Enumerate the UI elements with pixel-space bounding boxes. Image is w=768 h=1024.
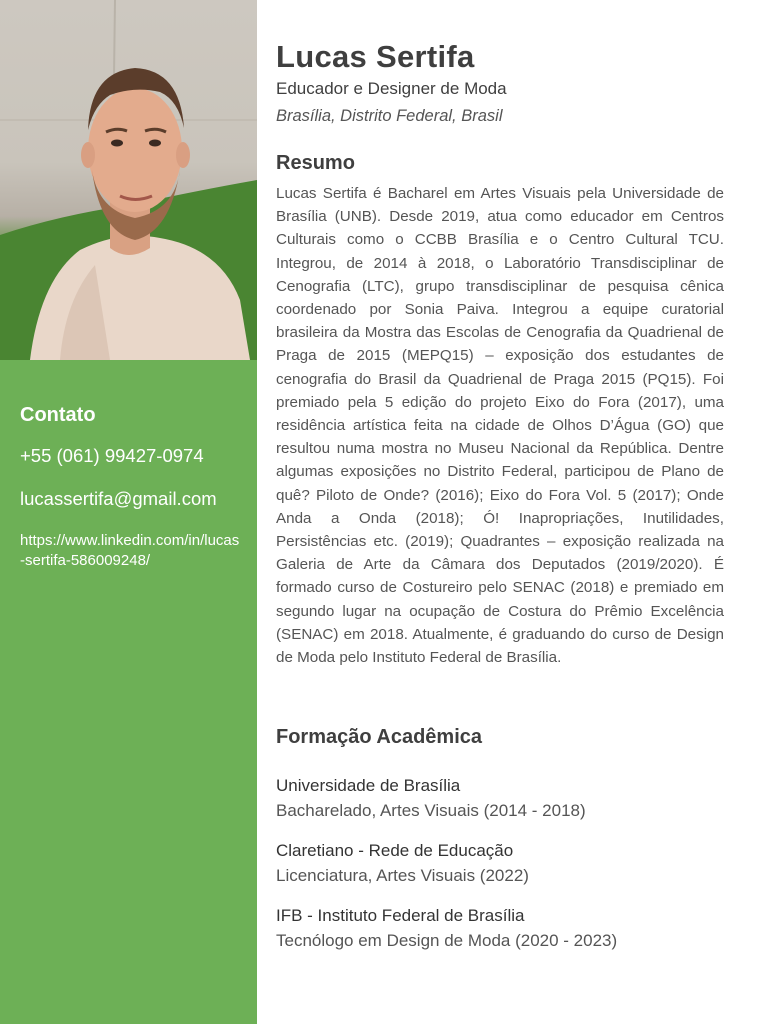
profile-photo-illustration xyxy=(0,0,257,360)
education-detail: Licenciatura, Artes Visuais (2022) xyxy=(276,866,529,885)
summary-text: Lucas Sertifa é Bacharel em Artes Visuais pela Universidade de Brasília (UNB). Desde 2019, atua como educador em Centros Culturais como o CCBB Brasília e o Centro Cultural TCU. Integrou, de 2014 à 2018, o Laboratório Transdisciplinar de Cenografia (LTC), grupo transdisciplinar de pesquisa cênica coordenado por Sonia Paiva. Integrou a equipe curatorial brasileira da Mostra das Escolas de Cenografia da Quadrienal de Praga de 2015 (MEPQ15) – exposição dos estudantes de cenografia do Brasil da Quadrienal de Praga 2015 (PQ15). Foi premiado pela 5 edição do projeto Eixo do Fora (2017), uma residência artística feita na cidade de Olhos D’Água (GO) que resultou numa mostra no Museu Nacional da República. Dentre algumas exposições no Distrito Federal, participou de Plano de quê? Piloto de Onde? (2016); Eixo do Fora Vol. 5 (2017); Onde Anda a Onda (2018); Ó! Inapropriações, Inutilidades, Persistências etc. (2019); Quadrantes – exposição realizada na Galeria de Arte da Câmara dos Deputados (2019/2020). É formado curso de Costureiro pelo SENAC (2018) e premiado em segundo lugar na ocupação de Costura do Prêmio Excelência (SENAC) em 2018. Atualmente, é graduando do curso de Design de Moda pelo Instituto Federal de Brasília. xyxy=(276,185,724,667)
person-location: Brasília, Distrito Federal, Brasil xyxy=(276,107,503,125)
profile-photo xyxy=(0,0,257,360)
education-item xyxy=(276,775,724,822)
main-content xyxy=(276,38,724,669)
education-detail: Bacharelado, Artes Visuais (2014 - 2018) xyxy=(276,801,586,820)
person-name: Lucas Sertifa xyxy=(276,39,475,74)
education-item xyxy=(276,840,724,887)
contact-phone: +55 (061) 99427-0974 xyxy=(20,445,204,466)
contact-title: Contato xyxy=(20,404,96,426)
contact-linkedin[interactable]: https://www.linkedin.com/in/lucas-sertifa-586009248/ xyxy=(20,532,240,569)
summary-title: Resumo xyxy=(276,152,355,174)
contact-email[interactable]: lucassertifa@gmail.com xyxy=(20,488,217,509)
education-institution: IFB - Instituto Federal de Brasília xyxy=(276,906,525,925)
contact-section xyxy=(20,404,250,571)
contact-sidebar xyxy=(0,0,257,1024)
education-detail: Tecnólogo em Design de Moda (2020 - 2023) xyxy=(276,931,618,950)
education-institution: Universidade de Brasília xyxy=(276,776,461,795)
education-institution: Claretiano - Rede de Educação xyxy=(276,841,514,860)
education-title: Formação Acadêmica xyxy=(276,726,483,748)
person-role: Educador e Designer de Moda xyxy=(276,79,507,98)
education-item xyxy=(276,905,724,952)
